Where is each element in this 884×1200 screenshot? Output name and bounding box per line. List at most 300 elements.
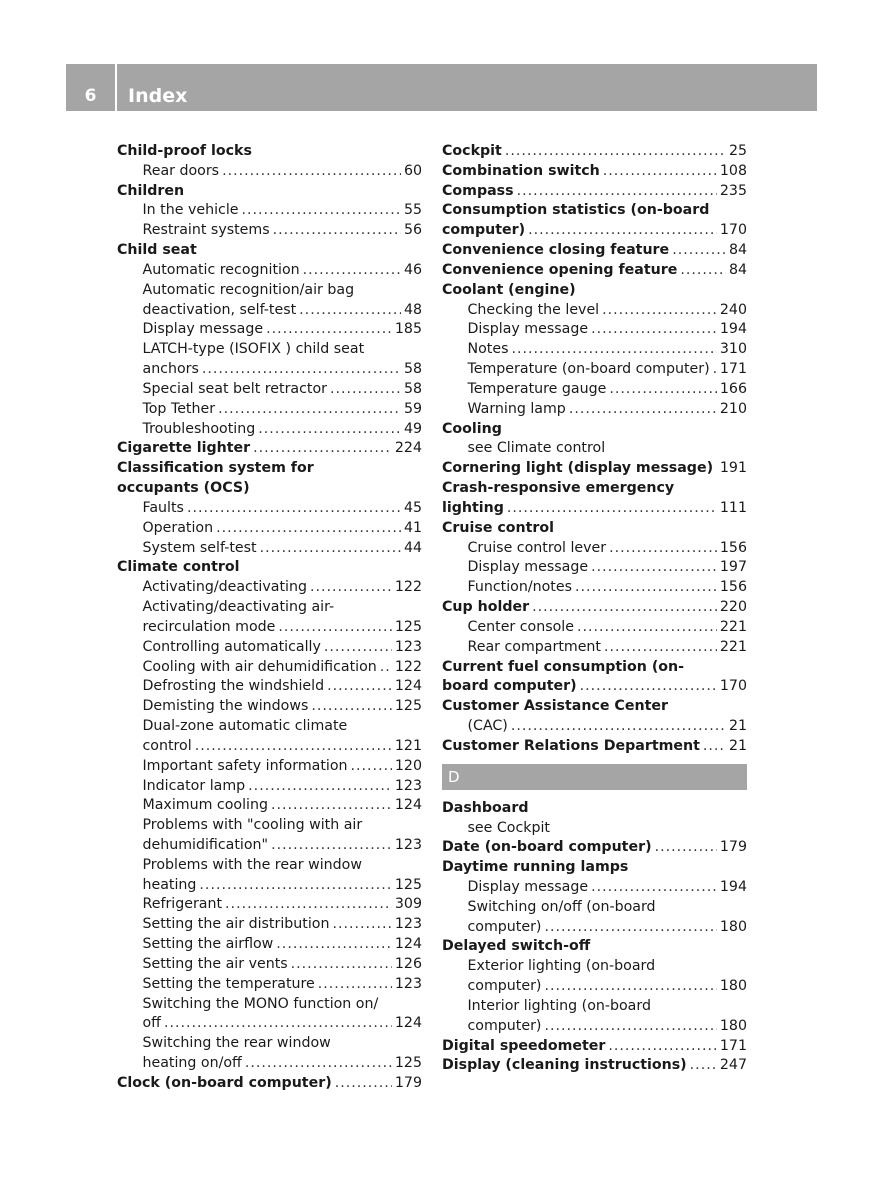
page-ref: 170 (719, 678, 747, 695)
entry-text: Automatic recognition (142, 261, 300, 278)
entry-text: occupants (OCS) (117, 480, 250, 497)
index-subentry (117, 340, 422, 360)
entry-text: Important safety information (142, 757, 348, 774)
entry-text: computer) (442, 222, 526, 239)
page-ref: 247 (719, 1057, 747, 1074)
entry-text: Child seat (117, 242, 197, 259)
page-number: 6 (84, 86, 97, 106)
entry-text: Cigarette lighter (117, 440, 251, 457)
dot-leader (505, 142, 726, 162)
index-entry (442, 697, 747, 717)
page-ref: 120 (394, 757, 422, 774)
index-entry (442, 838, 747, 858)
dot-leader (225, 895, 392, 915)
page-ref: 171 (719, 361, 747, 378)
index-entry (442, 519, 747, 539)
page-ref: 60 (403, 162, 422, 179)
dot-leader (575, 578, 717, 598)
index-entry (442, 598, 747, 618)
dot-leader (511, 717, 726, 737)
index-entry (442, 142, 747, 162)
entry-text: Faults (142, 499, 184, 516)
entry-text: Top Tether (142, 400, 216, 417)
index-subentry (442, 717, 747, 737)
page-ref: 309 (394, 896, 422, 913)
dot-leader (216, 519, 401, 539)
page-ref: 180 (719, 918, 747, 935)
page-ref: 194 (719, 321, 747, 338)
page-ref: 185 (394, 321, 422, 338)
dot-leader (266, 320, 392, 340)
dot-leader (242, 201, 401, 221)
entry-text: Coolant (engine) (442, 281, 576, 298)
dot-leader (609, 539, 717, 559)
index-subentry (117, 816, 422, 836)
page-title: Index (128, 85, 188, 107)
entry-text: Automatic recognition/air bag (142, 281, 355, 298)
index-subentry (117, 578, 422, 598)
dot-leader (716, 459, 717, 479)
entry-text: Operation (142, 519, 214, 536)
entry-text: board computer) (442, 678, 577, 695)
index-subentry (117, 162, 422, 182)
index-subentry (117, 301, 422, 321)
index-subentry (442, 539, 747, 559)
index-subentry (117, 836, 422, 856)
dot-leader (507, 499, 717, 519)
index-entry (117, 558, 422, 578)
page-ref: 125 (394, 876, 422, 893)
entry-text: lighting (442, 499, 504, 516)
dot-leader (324, 638, 392, 658)
index-subentry (442, 360, 747, 380)
entry-text: Display message (467, 321, 589, 338)
page-ref: 21 (728, 718, 747, 735)
page-ref: 45 (403, 499, 422, 516)
entry-text: Temperature gauge (467, 380, 607, 397)
entry-text: Notes (467, 341, 509, 358)
entry-text: Interior lighting (on-board (467, 997, 651, 1014)
page-ref: 123 (394, 777, 422, 794)
index-subentry (117, 737, 422, 757)
entry-text: heating on/off (142, 1055, 242, 1072)
index-subentry (442, 618, 747, 638)
page-ref: 124 (394, 678, 422, 695)
index-subentry (442, 997, 747, 1017)
page-ref: 220 (719, 599, 747, 616)
page-ref: 111 (719, 499, 747, 516)
entry-text: Cruise control lever (467, 539, 607, 556)
index-entry (442, 420, 747, 440)
dot-leader (202, 360, 401, 380)
index-subentry (442, 918, 747, 938)
page-ref: 180 (719, 978, 747, 995)
entry-text: Function/notes (467, 579, 572, 596)
index-subentry (117, 677, 422, 697)
index-entry (442, 737, 747, 757)
page-ref: 179 (719, 839, 747, 856)
entry-text: see Cockpit (467, 819, 550, 836)
entry-text: Compass (442, 182, 514, 199)
index-subentry (442, 400, 747, 420)
dot-leader (218, 400, 401, 420)
index-subentry (117, 876, 422, 896)
index-entry (442, 937, 747, 957)
index-subentry (117, 995, 422, 1015)
entry-text: Exterior lighting (on-board (467, 958, 656, 975)
index-subentry (117, 519, 422, 539)
entry-text: Crash-responsive emergency (442, 480, 675, 497)
page-ref: 124 (394, 797, 422, 814)
page-ref: 125 (394, 618, 422, 635)
index-subentry (117, 935, 422, 955)
index-subentry (117, 360, 422, 380)
index-subentry (442, 878, 747, 898)
page-ref: 179 (394, 1074, 422, 1091)
entry-text: Setting the airflow (142, 936, 274, 953)
entry-text: Daytime running lamps (442, 859, 629, 876)
index-subentry (117, 895, 422, 915)
index-entry (117, 142, 422, 162)
dot-leader (330, 380, 401, 400)
page-ref: 123 (394, 836, 422, 853)
entry-text: Switching on/off (on-board (467, 898, 656, 915)
dot-leader (199, 876, 391, 896)
page-ref: 59 (403, 400, 422, 417)
index-entry (442, 281, 747, 301)
dot-leader (544, 977, 716, 997)
entry-text: computer) (467, 918, 542, 935)
entry-text: Setting the air vents (142, 955, 288, 972)
index-subentry (442, 578, 747, 598)
index-entry (442, 1037, 747, 1057)
dot-leader (245, 1054, 392, 1074)
dot-leader (278, 618, 392, 638)
page-ref: 48 (403, 301, 422, 318)
entry-text: computer) (467, 978, 542, 995)
dot-leader (591, 320, 717, 340)
entry-text: Consumption statistics (on-board (442, 202, 710, 219)
page-ref: 170 (719, 222, 747, 239)
dot-leader (276, 935, 392, 955)
index-subentry (117, 320, 422, 340)
entry-text: Display message (142, 321, 264, 338)
index-subentry (442, 301, 747, 321)
index-subentry (117, 221, 422, 241)
entry-text: Temperature (on-board computer) (467, 361, 710, 378)
index-subentry (442, 320, 747, 340)
page-header (66, 64, 817, 111)
index-entry (117, 1074, 422, 1094)
page-ref: 122 (394, 658, 422, 675)
index-subentry (117, 499, 422, 519)
index-entry (442, 201, 747, 221)
entry-text: Cup holder (442, 599, 530, 616)
entry-text: Center console (467, 618, 574, 635)
page-ref: 44 (403, 539, 422, 556)
index-subentry (117, 638, 422, 658)
dot-leader (511, 340, 716, 360)
entry-text: Digital speedometer (442, 1037, 606, 1054)
entry-text: Cockpit (442, 143, 502, 159)
page-ref: 49 (403, 420, 422, 437)
entry-text: Rear doors (142, 162, 220, 179)
index-subentry (117, 618, 422, 638)
index-entry (442, 858, 747, 878)
index-entry (117, 182, 422, 202)
entry-text: Classification system for (117, 460, 314, 477)
index-entry (442, 162, 747, 182)
index-subentry (442, 340, 747, 360)
page-ref: 125 (394, 698, 422, 715)
entry-text: Date (on-board computer) (442, 839, 652, 856)
dot-leader (260, 539, 401, 559)
page-ref: 224 (394, 440, 422, 457)
index-subentry (442, 957, 747, 977)
dot-leader (222, 162, 401, 182)
entry-text: Climate control (117, 559, 240, 576)
index-subentry (117, 796, 422, 816)
entry-text: Indicator lamp (142, 777, 246, 794)
index-subentry (117, 1034, 422, 1054)
page-ref: 41 (403, 519, 422, 536)
page-ref: 108 (719, 162, 747, 179)
index-entry (442, 221, 747, 241)
entry-text: Cornering light (display message) (442, 460, 714, 477)
page-ref: 124 (394, 1015, 422, 1032)
index-subentry (117, 201, 422, 221)
page-ref: 180 (719, 1017, 747, 1034)
page-ref: 126 (394, 955, 422, 972)
dot-leader (310, 578, 392, 598)
dot-leader (299, 301, 401, 321)
entry-text: deactivation, self-test (142, 301, 297, 318)
dot-leader (271, 796, 392, 816)
page-ref: 240 (719, 301, 747, 318)
dot-leader (580, 677, 717, 697)
page-ref: 124 (394, 936, 422, 953)
entry-text: Customer Relations Department (442, 737, 700, 754)
entry-text: Switching the rear window (142, 1035, 331, 1052)
page-ref: 197 (719, 559, 747, 576)
entry-text: Rear compartment (467, 638, 601, 655)
page-ref: 156 (719, 579, 747, 596)
page-ref: 210 (719, 400, 747, 417)
page-ref: 171 (719, 1037, 747, 1054)
index-subentry (117, 281, 422, 301)
dot-leader (318, 975, 392, 995)
entry-text: Display (cleaning instructions) (442, 1057, 687, 1074)
dot-leader (680, 261, 726, 281)
index-entry (442, 241, 747, 261)
entry-text: Dashboard (442, 799, 529, 816)
dot-leader (335, 1074, 392, 1094)
dot-leader (332, 915, 391, 935)
dot-leader (603, 162, 717, 182)
index-subentry (117, 975, 422, 995)
entry-text: anchors (142, 361, 199, 378)
dot-leader (569, 400, 717, 420)
page-ref: 156 (719, 539, 747, 556)
page-ref: 221 (719, 618, 747, 635)
dot-leader (602, 301, 717, 321)
entry-text: Restraint systems (142, 222, 270, 239)
index-entry (442, 499, 747, 519)
dot-leader (327, 677, 392, 697)
index-subentry (117, 1014, 422, 1034)
entry-text: System self-test (142, 539, 257, 556)
dot-leader (532, 598, 717, 618)
index-entry (442, 261, 747, 281)
dot-leader (544, 1017, 716, 1037)
entry-text: Setting the temperature (142, 975, 315, 992)
entry-text: heating (142, 876, 197, 893)
page-ref: 191 (719, 460, 747, 477)
dot-leader (253, 439, 392, 459)
index-subentry (117, 1054, 422, 1074)
page-ref: 84 (728, 242, 747, 259)
entry-text: Warning lamp (467, 400, 566, 417)
index-entry (442, 479, 747, 499)
entry-text: Customer Assistance Center (442, 698, 668, 715)
index-column-left (117, 142, 422, 1094)
index-entry (117, 439, 422, 459)
entry-text: Activating/deactivating air- (142, 599, 335, 616)
entry-text: Maximum cooling (142, 797, 268, 814)
entry-text: (CAC) (467, 718, 508, 735)
dot-leader (528, 221, 717, 241)
index-subentry (442, 819, 747, 839)
dot-leader (195, 737, 392, 757)
dot-leader (591, 558, 717, 578)
dot-leader (577, 618, 717, 638)
page-ref: 123 (394, 638, 422, 655)
entry-text: Problems with the rear window (142, 856, 362, 873)
index-list-c (442, 142, 747, 757)
index-entry (442, 658, 747, 678)
index-entry (442, 1056, 747, 1076)
index-subentry (442, 898, 747, 918)
entry-text: Current fuel consumption (on- (442, 658, 685, 675)
index-subentry (117, 717, 422, 737)
dot-leader (258, 420, 401, 440)
entry-text: recirculation mode (142, 618, 276, 635)
entry-text: Children (117, 182, 185, 199)
index-list-d (442, 799, 747, 1077)
dot-leader (248, 777, 392, 797)
dot-leader (164, 1014, 392, 1034)
index-entry (117, 459, 422, 479)
entry-text: Cruise control (442, 519, 555, 536)
index-subentry (117, 539, 422, 559)
dot-leader (672, 241, 726, 261)
page-ref: 46 (403, 261, 422, 278)
entry-text: Switching the MONO function on/ (142, 995, 379, 1012)
entry-text: LATCH-type (ISOFIX ) child seat (142, 341, 365, 358)
dot-leader (703, 737, 726, 757)
index-subentry (442, 1017, 747, 1037)
entry-text: Convenience opening feature (442, 261, 678, 278)
entry-text: Child-proof locks (117, 143, 252, 159)
entry-text: Display message (467, 559, 589, 576)
entry-text: Controlling automatically (142, 638, 321, 655)
dot-leader (351, 757, 392, 777)
page-ref: 221 (719, 638, 747, 655)
entry-text: see Climate control (467, 440, 606, 457)
dot-leader (604, 638, 717, 658)
entry-text: Activating/deactivating (142, 579, 307, 596)
entry-text: Dual-zone automatic climate (142, 718, 348, 735)
index-subentry (442, 439, 747, 459)
index-subentry (117, 856, 422, 876)
entry-text: In the vehicle (142, 202, 239, 219)
index-column-right (442, 142, 747, 1076)
dot-leader (591, 878, 717, 898)
index-subentry (117, 420, 422, 440)
entry-text: Combination switch (442, 162, 600, 179)
index-entry (442, 677, 747, 697)
page-ref: 25 (728, 143, 747, 159)
index-subentry (117, 658, 422, 678)
index-subentry (117, 697, 422, 717)
index-subentry (117, 915, 422, 935)
entry-text: Setting the air distribution (142, 916, 330, 933)
page-ref: 166 (719, 380, 747, 397)
entry-text: Refrigerant (142, 896, 223, 913)
dot-leader (608, 1037, 717, 1057)
dot-leader (655, 838, 717, 858)
entry-text: Problems with "cooling with air (142, 817, 363, 834)
dot-leader (380, 658, 392, 678)
index-subentry (117, 955, 422, 975)
page-ref: 21 (728, 737, 747, 754)
dot-leader (303, 261, 401, 281)
entry-text: Demisting the windows (142, 698, 309, 715)
entry-text: Cooling (442, 420, 502, 437)
index-entry (442, 182, 747, 202)
entry-text: Display message (467, 878, 589, 895)
entry-text: off (142, 1015, 161, 1032)
dot-leader (271, 836, 392, 856)
entry-text: Delayed switch-off (442, 938, 591, 955)
index-subentry (442, 558, 747, 578)
entry-text: Cooling with air dehumidification (142, 658, 377, 675)
section-heading-d: D (442, 764, 747, 790)
dot-leader (273, 221, 401, 241)
entry-text: Clock (on-board computer) (117, 1074, 332, 1091)
dot-leader (609, 380, 717, 400)
page-ref: 123 (394, 916, 422, 933)
header-divider (115, 64, 117, 111)
index-subentry (117, 757, 422, 777)
dot-leader (187, 499, 401, 519)
entry-text: control (142, 737, 192, 754)
page-ref: 56 (403, 222, 422, 239)
page-ref: 121 (394, 737, 422, 754)
entry-text: Checking the level (467, 301, 600, 318)
dot-leader (291, 955, 392, 975)
dot-leader (311, 697, 392, 717)
entry-text: dehumidification" (142, 836, 269, 853)
index-entry (442, 799, 747, 819)
index-subentry (442, 977, 747, 997)
entry-text: Troubleshooting (142, 420, 256, 437)
entry-text: computer) (467, 1017, 542, 1034)
index-entry (117, 479, 422, 499)
dot-leader (690, 1056, 717, 1076)
page-ref: 194 (719, 878, 747, 895)
index-subentry (442, 638, 747, 658)
